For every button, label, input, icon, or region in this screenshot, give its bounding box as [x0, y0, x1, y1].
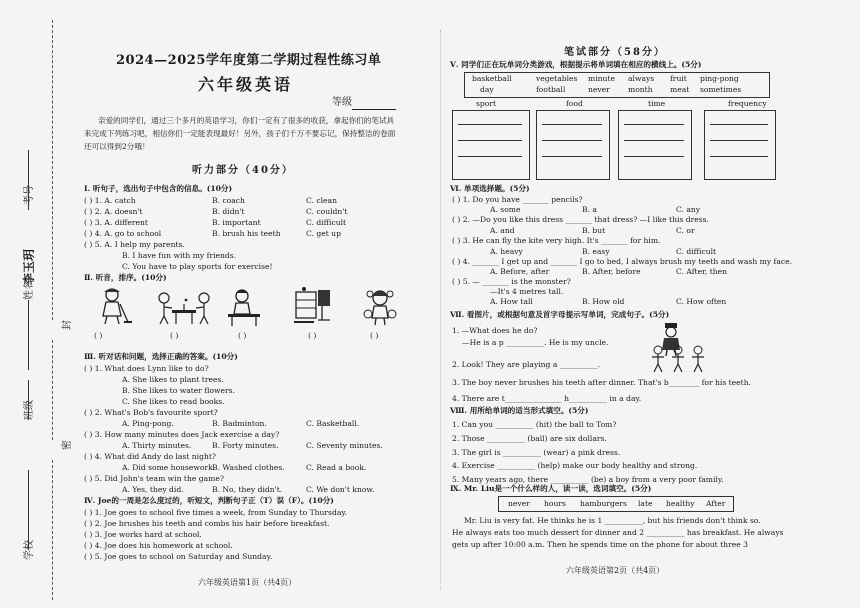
q3-3-c: C. Seventy minutes. — [306, 441, 383, 450]
word-meat: meat — [670, 85, 690, 94]
page-2 — [450, 0, 810, 608]
q9-passage-1: Mr. Liu is very fat. He thinks he is 1 __________, but his friends don't think so. — [464, 516, 761, 525]
q9-title: Ⅸ. Mr. Liu是一个什么样的人，读一读，选词填空。(5分) — [450, 484, 652, 493]
q2-bracket-2[interactable]: ( ) — [170, 331, 179, 340]
category-time: time — [648, 99, 666, 108]
q1-1-b: B. coach — [212, 196, 245, 205]
word-football: football — [536, 85, 566, 94]
q6-3-b: B. easy — [582, 247, 610, 256]
school-label: 学校 — [24, 540, 35, 560]
q8-1: 1. Can you __________ (hit) the ball to Tom? — [452, 420, 617, 429]
time-line-2[interactable] — [624, 140, 684, 141]
q1-2-c: C. couldn't — [306, 207, 348, 216]
exam-title: 2024—2025学年度第二学期过程性练习单 — [116, 53, 382, 68]
q6-4: ( ) 4. _______ I get up and _______ I go to bed, I always brush my teeth and wash my face. — [452, 257, 793, 266]
q3-3-b: B. Forty minutes. — [212, 441, 279, 450]
q3-2-b: B. Badminton. — [212, 419, 267, 428]
exam-number-line — [28, 150, 29, 210]
q6-5-c: C. How often — [676, 297, 727, 306]
q6-3-a: A. heavy — [490, 247, 523, 256]
q3-5-a: A. Yes, they did. — [122, 485, 184, 494]
girl-sweeping-picture — [92, 286, 132, 326]
boy-at-desk-picture — [224, 286, 264, 326]
q6-4-c: C. After, then — [676, 267, 728, 276]
name-handwriting: 李玉玥 — [22, 248, 36, 285]
cut-line-top — [52, 20, 53, 320]
q7-2: 2. Look! They are playing a __________. — [452, 360, 601, 369]
q3-2-a: A. Ping-pong. — [122, 419, 174, 428]
word-vegetables: vegetables — [536, 74, 578, 83]
q6-1-c: C. any — [676, 205, 701, 214]
q9-word-hours: hours — [544, 499, 566, 508]
q8-3: 3. The girl is __________ (wear) a pink dress. — [452, 448, 621, 457]
q2-bracket-5[interactable]: ( ) — [370, 331, 379, 340]
q3-5-question: ( ) 5. Did John's team win the game? — [84, 474, 224, 483]
q3-3-question: ( ) 3. How many minutes does Jack exercise a day? — [84, 430, 280, 439]
q3-1-a: A. She likes to plant trees. — [122, 375, 224, 384]
writing-section-title: 笔试部分（58分） — [564, 47, 666, 58]
frequency-line-2[interactable] — [710, 140, 768, 141]
q6-2: ( ) 2. —Do you like this dress _______ that dress? —I like this dress. — [452, 215, 709, 224]
q4-item-2: ( ) 2. Joe brushes his teeth and combs his hair before breakfast. — [84, 519, 330, 528]
school-line — [28, 470, 29, 550]
q8-title: Ⅷ. 用所给单词的适当形式填空。(5分) — [450, 406, 589, 415]
category-sport: sport — [476, 99, 497, 108]
page-1 — [80, 0, 430, 608]
intro-line-2: 来完成下列练习吧，相信你们一定能表现最好！另外，孩子们千万不要忘记，保持整洁的卷面 — [84, 129, 396, 138]
q3-1-question: ( ) 1. What does Lynn like to do? — [84, 364, 209, 373]
q4-item-3: ( ) 3. Joe works hard at school. — [84, 530, 202, 539]
food-line-3[interactable] — [542, 156, 602, 157]
q7-1: 1. —What does he do? — [452, 326, 538, 335]
q7-title: Ⅶ. 看图片，或根据句意及首字母提示写单词，完成句子。(5分) — [450, 310, 670, 319]
q6-4-a: A. Before, after — [490, 267, 550, 276]
q3-5-b: B. No, they didn't. — [212, 485, 283, 494]
q1-items — [84, 196, 424, 273]
q4-item-4: ( ) 4. Joe does his homework at school. — [84, 541, 233, 550]
word-minute: minute — [588, 74, 615, 83]
children-playing-game-picture — [648, 344, 708, 374]
grade-blank[interactable] — [352, 101, 396, 110]
q1-1-a: ( ) 1. A. catch — [84, 196, 136, 205]
q9-word-never: never — [508, 499, 530, 508]
q1-3-b: B. important — [212, 218, 261, 227]
q4-item-1: ( ) 1. Joe goes to school five times a week, from Sunday to Thursday. — [84, 508, 348, 517]
q3-4-question: ( ) 4. What did Andy do last night? — [84, 452, 216, 461]
word-fruit: fruit — [670, 74, 687, 83]
time-line-1[interactable] — [624, 124, 684, 125]
q6-2-a: A. and — [490, 226, 515, 235]
q6-1-a: A. some — [490, 205, 521, 214]
q6-1: ( ) 1. Do you have _______ pencils? — [452, 195, 583, 204]
food-line-2[interactable] — [542, 140, 602, 141]
q6-2-c: C. or — [676, 226, 695, 235]
word-never: never — [588, 85, 610, 94]
class-line — [28, 380, 29, 420]
word-always: always — [628, 74, 655, 83]
food-line-1[interactable] — [542, 124, 602, 125]
category-frequency: frequency — [728, 99, 767, 108]
q3-1-c: C. She likes to read books. — [122, 397, 225, 406]
q5-title: Ⅴ. 同学们正在玩单词分类游戏，根据提示将单词填在相应的横线上。(5分) — [450, 60, 702, 69]
q9-word-hamburgers: hamburgers — [580, 499, 627, 508]
frequency-answer-box[interactable] — [704, 110, 776, 180]
exam-subtitle: 六年级英语 — [198, 75, 294, 94]
q6-5: ( ) 5. — _______ is the monster? — [452, 277, 571, 286]
q3-3-a: A. Thirty minutes. — [122, 441, 192, 450]
q6-1-b: B. a — [582, 205, 597, 214]
q2-title: Ⅱ. 听音，排序。(10分) — [84, 273, 167, 282]
q1-3-a: ( ) 3. A. different — [84, 218, 148, 227]
cut-line-mid — [52, 340, 53, 440]
q1-4-b: B. brush his teeth — [212, 229, 281, 238]
name-label: 姓名 — [24, 280, 35, 300]
q6-3: ( ) 3. He can fly the kite very high. It's _______ for him. — [452, 236, 661, 245]
q9-word-late: late — [638, 499, 653, 508]
word-basketball: basketball — [472, 74, 512, 83]
q1-4-c: C. get up — [306, 229, 341, 238]
q1-5-c: C. You have to play sports for exercise! — [122, 262, 273, 271]
q3-4-b: B. Washed clothes. — [212, 463, 285, 472]
q9-passage-2: He always eats too much dessert for dinner and 2 __________ has breakfast. He always — [452, 528, 784, 537]
page-2-footer: 六年级英语第2页（共4页） — [566, 566, 665, 575]
messy-room-picture — [292, 286, 332, 326]
word-sometimes: sometimes — [700, 85, 742, 94]
q7-4: 4. There are t_______________ h__________ in a day. — [452, 394, 642, 403]
q9-word-after: After — [706, 499, 726, 508]
q6-2-b: B. but — [582, 226, 606, 235]
q2-bracket-1[interactable]: ( ) — [94, 331, 103, 340]
q4-item-5: ( ) 5. Joe goes to school on Saturday and Sunday. — [84, 552, 273, 561]
frequency-line-1[interactable] — [710, 124, 768, 125]
frequency-line-3[interactable] — [710, 156, 768, 157]
time-line-3[interactable] — [624, 156, 684, 157]
seal-mark-feng: 封 — [62, 320, 73, 330]
cut-line-bottom — [52, 460, 53, 600]
q4-title: Ⅳ. Joe的一周是怎么度过的，听短文，判断句子正（T）误（F）。(10分) — [84, 496, 334, 505]
q1-2-a: ( ) 2. A. doesn't — [84, 207, 143, 216]
q2-bracket-3[interactable]: ( ) — [238, 331, 247, 340]
seal-mark-mi: 密 — [62, 440, 73, 450]
intro-line-1: 亲爱的同学们，通过三个多月的英语学习，你们一定有了很多的收获，拿起你们的笔试具 — [98, 116, 395, 125]
class-label: 班级 — [24, 400, 35, 420]
intro-line-3: 还可以得到2分哦！ — [84, 142, 150, 151]
q1-2-b: B. didn't — [212, 207, 245, 216]
q6-3-c: C. difficult — [676, 247, 717, 256]
q2-bracket-4[interactable]: ( ) — [308, 331, 317, 340]
page-1-footer: 六年级英语第1页（共4页） — [198, 578, 297, 587]
q1-3-c: C. difficult — [306, 218, 347, 227]
q1-5-a: ( ) 5. A. I help my parents. — [84, 240, 185, 249]
q3-4-c: C. Read a book. — [306, 463, 367, 472]
food-answer-box[interactable] — [536, 110, 610, 180]
girl-with-balls-picture — [360, 286, 400, 326]
page-fold-divider — [440, 30, 441, 590]
word-day: day — [480, 85, 494, 94]
q6-5-a: A. How tall — [490, 297, 533, 306]
listening-section-title: 听力部分（40分） — [192, 165, 294, 176]
q8-5: 5. Many years ago, there __________ (be) a boy from a very poor family. — [452, 475, 724, 484]
grade-field[interactable] — [332, 96, 396, 110]
q8-2: 2. Those __________ (ball) are six dollars. — [452, 434, 607, 443]
q3-4-a: A. Did some housework. — [122, 463, 216, 472]
sport-line-1[interactable] — [458, 124, 522, 125]
q3-1-b: B. She likes to water flowers. — [122, 386, 235, 395]
time-answer-box[interactable] — [618, 110, 692, 180]
q3-2-question: ( ) 2. What's Bob's favourite sport? — [84, 408, 218, 417]
sport-answer-box[interactable] — [452, 110, 530, 180]
playing-ping-pong-picture — [156, 286, 212, 326]
q6-4-b: B. After, before — [582, 267, 641, 276]
q8-4: 4. Exercise __________ (help) make our body healthy and strong. — [452, 461, 698, 470]
binding-margin — [0, 0, 80, 608]
name-line — [28, 300, 29, 370]
exam-number-label: 考号 — [24, 185, 35, 205]
q6-title: Ⅵ. 单项选择题。(5分) — [450, 184, 530, 193]
q9-passage-3: gets up after 10:00 a.m. Then he spends time on the phone for about three 3 — [452, 540, 748, 549]
sport-line-3[interactable] — [458, 156, 522, 157]
q1-title: Ⅰ. 听句子，选出句子中包含的信息。(10分) — [84, 184, 233, 193]
q1-5-b: B. I have fun with my friends. — [122, 251, 237, 260]
q1-4-a: ( ) 4. A. go to school — [84, 229, 162, 238]
q3-5-c: C. We don't know. — [306, 485, 375, 494]
word-month: month — [628, 85, 653, 94]
q6-5-b: B. How old — [582, 297, 625, 306]
sport-line-2[interactable] — [458, 140, 522, 141]
q7-3: 3. The boy never brushes his teeth after dinner. That's b________ for his teeth. — [452, 378, 752, 387]
q1-1-c: C. clean — [306, 196, 337, 205]
q9-word-healthy: healthy — [666, 499, 695, 508]
q7-1-answer: —He is a p __________. He is my uncle. — [462, 338, 609, 347]
q6-5-answer-hint: —It's 4 metres tall. — [490, 287, 564, 296]
category-food: food — [566, 99, 583, 108]
word-ping-pong: ping-pong — [700, 74, 739, 83]
q3-2-c: C. Basketball. — [306, 419, 360, 428]
q3-title: Ⅲ. 听对话和问题，选择正确的答案。(10分) — [84, 352, 238, 361]
grade-label: 等级 — [332, 97, 352, 108]
